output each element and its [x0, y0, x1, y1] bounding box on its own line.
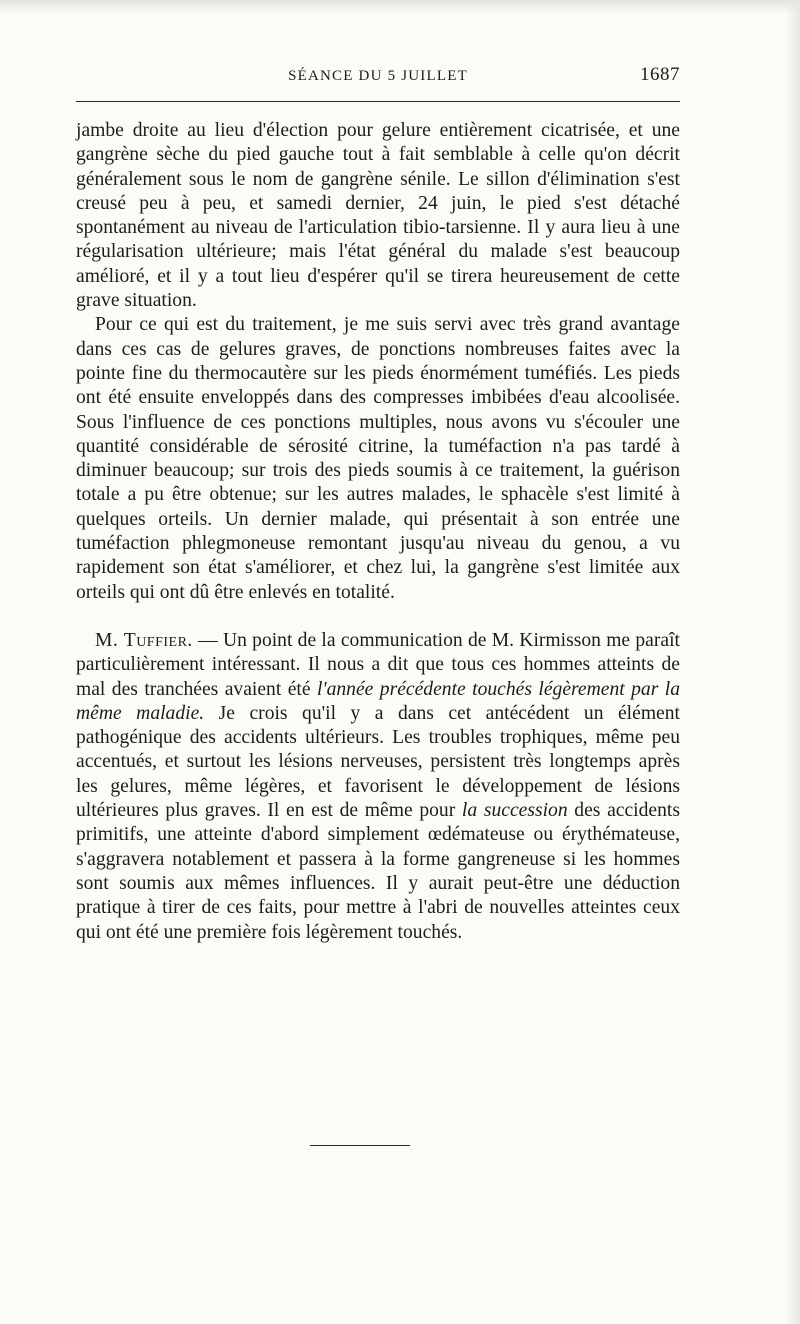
header-rule [76, 101, 680, 102]
running-header [76, 62, 680, 92]
paragraph-treatment: Pour ce qui est du traitement, je me suis servi avec très grand avantage dans ces cas de gelures graves, de ponctions nombreuses faites avec la pointe fine du thermocautère sur les pieds énormément tuméfiés. Les pieds ont été ensuite enveloppés dans des compresses imbibées d'eau alcoolisée. Sous l'influence de ces ponctions multiples, nous avons vu s'écouler une quantité considérable de sérosité citrine, la tuméfaction n'a pas tardé à diminuer beaucoup; sur trois des pieds soumis à ce traitement, la guérison totale a pu être obtenue; sur les autres malades, le sphacèle s'est limité à quelques orteils. Un dernier malade, qui présentait à son entrée une tuméfaction phlegmoneuse remontant jusqu'au niveau du genou, a vu rapidement son état s'améliorer, et chez lui, la gangrène s'est limitée aux orteils qui ont dû être enlevés en totalité. [76, 314, 680, 603]
speaker-dash: — [192, 629, 223, 651]
page-number: 1687 [640, 64, 680, 85]
speaker-name: M. Tuffier. [95, 629, 193, 651]
scan-edge-top [0, 0, 800, 14]
paragraph-continuation: jambe droite au lieu d'élection pour gelure entièrement cicatrisée, et une gangrène sèche du pied gauche tout à fait semblable à celle qu'on décrit généralement sous le nom de gangrène sénile. Le sillon d'élimination s'est creusé peu à peu, et samedi dernier, 24 juin, le pied s'est détaché spontanément au niveau de l'articulation tibio-tarsienne. Il y aura lieu à une régularisation ultérieure; mais l'état général du malade s'est beaucoup amélioré, et il y a tout lieu d'espérer qu'il se tirera heureusement de cette grave situation. [76, 120, 680, 312]
tuffier-text-c: des accidents primitifs, une atteinte d'abord simplement œdémateuse ou érythémateuse, s'aggravera notablement et passera à la forme gangreneuse si les hommes sont soumis aux mêmes influences. Il y aurait peut-être une déduction pratique à tirer de ces faits, pour mettre à l'abri de nouvelles atteintes ceux qui ont été une première fois légèrement touchés. [76, 800, 680, 943]
scan-edge-right [786, 0, 800, 1324]
tuffier-text-a: Un point de la communication de M. Kirmisson me paraît particulièrement intéressant. Il nous a dit que tous ces hommes atteints de mal des tranchées avaient été [76, 629, 680, 700]
page-body [76, 119, 680, 945]
tuffier-text-b: Je crois qu'il y a dans cet antécédent un élément pathogénique des accidents ultérieurs. Les troubles trophiques, même peu accentués, et surtout les lésions nerveuses, persistent très longtemps après les gelures, même légères, et favorisent le développement de lésions ultérieures plus graves. Il en est de même pour [76, 702, 680, 822]
tuffier-italic-a: l'année précédente touchés légèrement par la même maladie. [76, 678, 681, 724]
section-end-rule [310, 1145, 410, 1146]
tuffier-italic-b: la succession [461, 800, 568, 822]
running-title: SÉANCE DU 5 JUILLET [288, 68, 468, 84]
paragraph-tuffier [76, 629, 680, 945]
